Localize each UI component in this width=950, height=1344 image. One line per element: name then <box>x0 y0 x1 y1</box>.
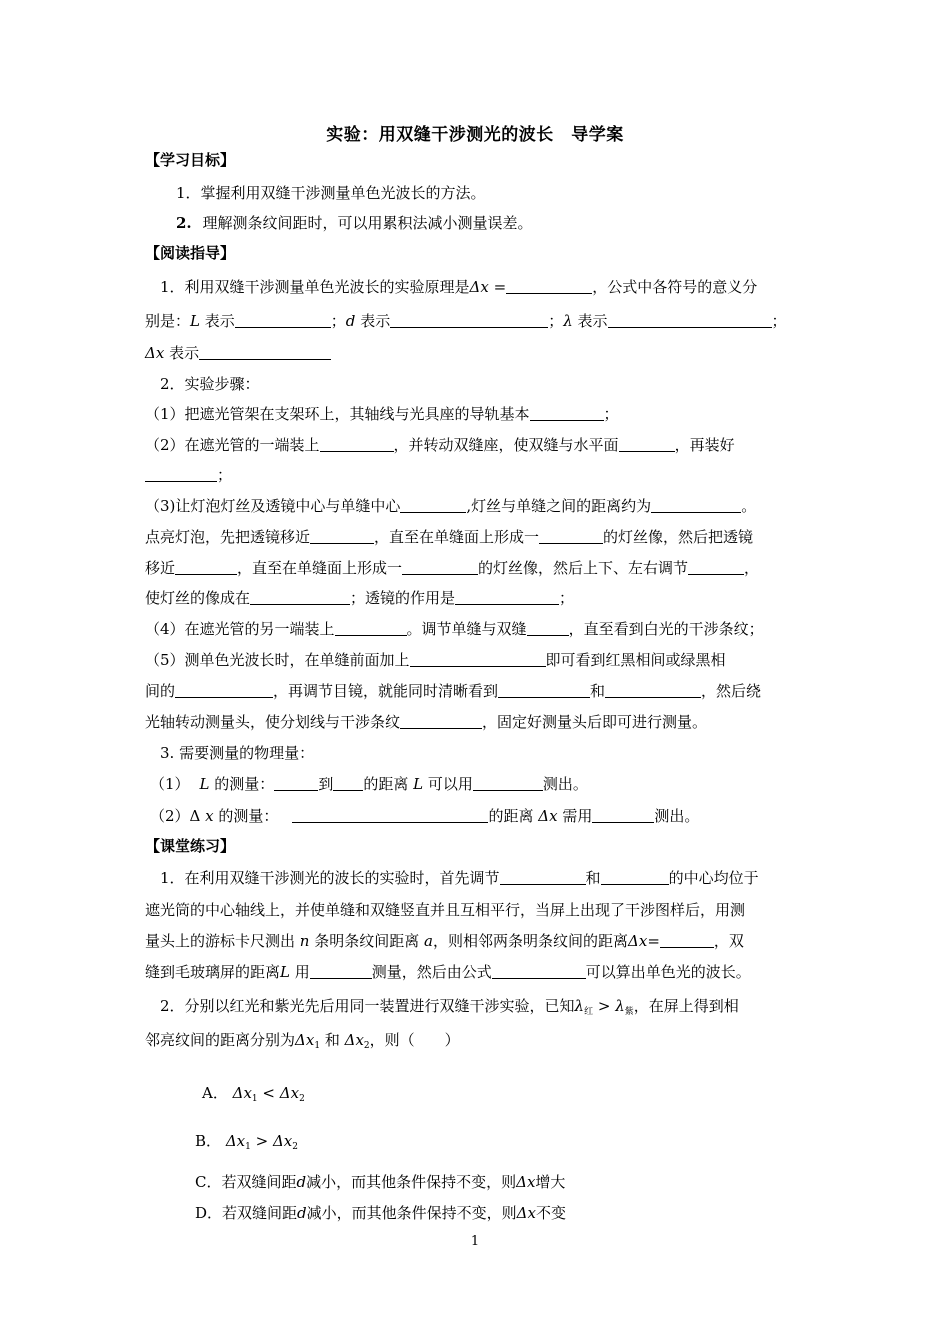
delta-x-1: Δx <box>232 1084 252 1102</box>
reading-question-1-line2 <box>145 311 810 331</box>
measure-2-text-b: 的测量： <box>218 807 279 825</box>
delta-x-2: Δx <box>279 1084 300 1102</box>
q1-semicolon: ； <box>548 312 564 330</box>
answer-blank[interactable] <box>292 808 488 823</box>
step-5-text-g: 光轴转动测量头，使分划线与干涉条纹 <box>145 713 401 731</box>
answer-blank[interactable] <box>651 498 741 513</box>
practice-1-text-b: 和 <box>585 869 601 887</box>
answer-blank[interactable] <box>506 279 592 294</box>
measure-1-symbol-L: L <box>199 775 210 793</box>
step-5-line1 <box>145 650 810 670</box>
answer-blank[interactable] <box>400 714 482 729</box>
semicolon: ； <box>559 589 575 607</box>
answer-blank[interactable] <box>688 560 744 575</box>
step-5-text-c: 间的 <box>145 682 176 700</box>
answer-blank[interactable] <box>660 933 714 948</box>
answer-blank[interactable] <box>310 964 372 979</box>
option-c-text-b: 减小，而其他条件保持不变，则 <box>306 1173 517 1191</box>
q1-text-c: 别是： <box>145 312 191 330</box>
reading-question-2-heading: 2．实验步骤： <box>160 375 260 393</box>
subscript-2: 2 <box>299 1094 305 1104</box>
practice-2-greater: > <box>593 997 616 1015</box>
q1-text-b: ，公式中各符号的意义分 <box>592 278 758 296</box>
measure-2 <box>150 806 815 826</box>
step-3-text-k: 使灯丝的像成在 <box>145 589 251 607</box>
option-c[interactable] <box>195 1172 695 1192</box>
answer-blank[interactable] <box>473 776 543 791</box>
step-3-text-g: 移近 <box>145 559 176 577</box>
step-3-line3 <box>145 558 810 578</box>
step-1-text: （1）把遮光管架在支架环上，其轴线与光具座的导轨基本 <box>145 405 530 423</box>
step-3-text-e: ，直至在单缝面上形成一 <box>374 528 540 546</box>
step-5-text-e: 和 <box>590 682 606 700</box>
q1-semicolon: ； <box>330 312 346 330</box>
delta-x-2: Δx <box>344 1031 364 1049</box>
option-d-symbol-d: d <box>297 1204 307 1222</box>
objective-item-2-number: 2. <box>176 214 192 232</box>
practice-1-symbol-delta-x: Δx <box>628 932 648 950</box>
answer-blank[interactable] <box>498 683 590 698</box>
step-3-text-j: ， <box>744 559 760 577</box>
step-3-text-i: 的灯丝像，然后上下、左右调节 <box>478 559 689 577</box>
semicolon: ； <box>217 466 233 484</box>
step-3-text-b: ,灯丝与单缝之间的距离约为 <box>466 497 652 515</box>
practice-1-text-g: ，则相邻两条明条纹间的距离 <box>433 932 629 950</box>
practice-1-line1 <box>160 868 810 888</box>
objective-item-2 <box>176 213 841 233</box>
option-d-text-b: 减小，而其他条件保持不变，则 <box>306 1204 517 1222</box>
option-c-symbol-d: d <box>296 1173 307 1191</box>
practice-1-text-c: 的中心均位于 <box>668 869 759 887</box>
practice-2-symbol-lambda: λ <box>574 997 585 1015</box>
option-c-text-a: C．若双缝间距 <box>195 1173 297 1191</box>
practice-2-text-d: 和 <box>324 1031 340 1049</box>
practice-1-text-m: 可以算出单色光的波长。 <box>585 963 751 981</box>
answer-blank[interactable] <box>402 560 478 575</box>
practice-2-text-e: ，则（ ） <box>369 1031 460 1049</box>
subscript-1: 1 <box>251 1094 258 1104</box>
step-5-text-a: （5）测单色光波长时，在单缝前面加上 <box>145 651 410 669</box>
measure-1-text-b: 的测量： <box>214 775 275 793</box>
option-a-label: A． <box>202 1084 228 1102</box>
step-1 <box>145 404 810 424</box>
practice-1-symbol-n: n <box>299 932 310 950</box>
practice-1-text-a: 1．在利用双缝干涉测光的波长的实验时，首先调节 <box>160 869 500 887</box>
step-4-text-c: ，直至看到白光的干涉条纹； <box>568 620 764 638</box>
option-d[interactable] <box>195 1203 695 1223</box>
answer-blank[interactable] <box>608 313 772 328</box>
measure-1-text-f: 测出。 <box>542 775 588 793</box>
greater-than: > <box>250 1132 273 1150</box>
practice-2-symbol-lambda: λ <box>615 997 625 1015</box>
q1-symbol-d: d <box>345 312 356 330</box>
subscript-2: 2 <box>292 1142 298 1152</box>
objective-item-2-text: 理解测条纹间距时，可以用累积法减小测量误差。 <box>202 214 533 232</box>
practice-2-line1 <box>160 996 810 1022</box>
measure-1-text-d: 的距离 <box>363 775 409 793</box>
step-5-line2 <box>145 681 810 701</box>
practice-1-text-k: 用 <box>294 963 310 981</box>
reading-question-1-line3 <box>145 343 810 363</box>
q1-label-means: 表示 <box>360 312 391 330</box>
section-objectives-heading: 【学习目标】 <box>145 151 236 169</box>
option-b[interactable] <box>195 1131 595 1157</box>
q1-semicolon: ； <box>771 312 787 330</box>
answer-blank[interactable] <box>175 683 273 698</box>
q1-text: 1．利用双缝干涉测量单色光波长的实验原理是 <box>160 278 470 296</box>
answer-blank[interactable] <box>605 683 701 698</box>
answer-blank[interactable] <box>235 313 331 328</box>
answer-blank[interactable] <box>492 964 586 979</box>
step-5-text-f: ，然后绕 <box>701 682 762 700</box>
option-c-text-c: 增大 <box>535 1173 566 1191</box>
answer-blank[interactable] <box>410 652 546 667</box>
q1-label-means: 表示 <box>204 312 235 330</box>
semicolon: ； <box>603 405 619 423</box>
answer-blank[interactable] <box>455 590 559 605</box>
objective-item-1: 1．掌握利用双缝干涉测量单色光波长的方法。 <box>176 184 486 202</box>
delta-x-1: Δx <box>295 1031 315 1049</box>
q1-delta-x: Δx <box>469 278 489 296</box>
q1-symbol-lambda: λ <box>563 312 573 330</box>
practice-1-line4 <box>145 962 810 982</box>
practice-1-symbol-L: L <box>280 963 290 981</box>
q1-symbol-delta-x: Δx <box>145 344 165 362</box>
practice-1-text-e: 量头上的游标卡尺测出 <box>145 932 296 950</box>
practice-1-line2: 遮光筒的中心轴线上，并使单缝和双缝竖直并且互相平行，当屏上出现了干涉图样后，用测 <box>145 901 746 919</box>
practice-2-subscript-red: 红 <box>584 1007 594 1017</box>
measure-1 <box>150 774 815 794</box>
practice-2-subscript-purple: 紫 <box>624 1007 634 1017</box>
practice-2-text-c: 邻亮纹间的距离分别为 <box>145 1031 296 1049</box>
measure-1-text-c: 到 <box>318 775 334 793</box>
step-3-text-h: ，直至在单缝面上形成一 <box>237 559 403 577</box>
answer-blank[interactable] <box>199 345 331 360</box>
step-3-text-d: 点亮灯泡，先把透镜移近 <box>145 528 311 546</box>
option-d-delta-x: Δx <box>516 1204 536 1222</box>
step-3-text-l: ；透镜的作用是 <box>350 589 456 607</box>
practice-1-equals: = <box>647 932 660 950</box>
practice-1-text-i: ，双 <box>713 932 744 950</box>
measure-1-symbol-L: L <box>413 775 424 793</box>
measure-2-text-e: 测出。 <box>654 807 700 825</box>
practice-1-text-l: 测量，然后由公式 <box>371 963 492 981</box>
answer-blank[interactable] <box>527 621 569 636</box>
step-4-text-a: （4）在遮光管的另一端装上 <box>145 620 335 638</box>
step-3-text-f: 的灯丝像，然后把透镜 <box>603 528 754 546</box>
subscript-1: 1 <box>314 1041 321 1051</box>
option-d-text-c: 不变 <box>535 1204 566 1222</box>
delta-x-2: Δx <box>272 1132 293 1150</box>
measure-2-symbol-delta-x: Δx <box>538 807 558 825</box>
step-3-line2 <box>145 527 810 547</box>
practice-2-text-a: 2．分别以红光和紫光先后用同一装置进行双缝干涉实验，已知 <box>160 997 575 1015</box>
practice-1-text-f: 条明条纹间距离 <box>314 932 420 950</box>
answer-blank[interactable] <box>310 529 374 544</box>
practice-2-line2 <box>145 1030 810 1056</box>
answer-blank[interactable] <box>333 776 363 791</box>
answer-blank[interactable] <box>320 437 394 452</box>
measure-1-number: （1） <box>150 775 190 793</box>
answer-blank[interactable] <box>601 870 669 885</box>
step-2-text-c: ，再装好 <box>674 436 735 454</box>
step-3-text-c: 。 <box>741 497 757 515</box>
section-reading-heading: 【阅读指导】 <box>145 244 236 262</box>
answer-blank[interactable] <box>530 406 604 421</box>
answer-blank[interactable] <box>175 560 237 575</box>
step-2-line2 <box>145 465 810 485</box>
answer-blank[interactable] <box>250 590 350 605</box>
measure-1-text-e: 可以用 <box>427 775 473 793</box>
answer-blank[interactable] <box>400 498 466 513</box>
step-2-line1 <box>145 435 810 455</box>
step-3-line4 <box>145 588 810 608</box>
step-4-text-b: 。调节单缝与双缝 <box>406 620 527 638</box>
option-c-delta-x: Δx <box>516 1173 536 1191</box>
step-3-line1 <box>145 496 810 516</box>
page-number: 1 <box>470 1234 480 1249</box>
step-5-line3 <box>145 712 810 732</box>
option-d-text-a: D．若双缝间距 <box>195 1204 298 1222</box>
option-a[interactable] <box>202 1083 602 1109</box>
step-5-text-d: ，再调节目镜，就能同时清晰看到 <box>273 682 499 700</box>
q1-symbol-L: L <box>190 312 200 330</box>
answer-blank[interactable] <box>619 437 675 452</box>
practice-1-line3 <box>145 931 810 951</box>
step-4 <box>145 619 810 639</box>
practice-2-text-b: ，在屏上得到相 <box>633 997 739 1015</box>
reading-question-3-heading: 3. 需要测量的物理量： <box>160 744 315 762</box>
answer-blank[interactable] <box>145 467 217 482</box>
less-than: < <box>257 1084 280 1102</box>
step-2-text-b: ，并转动双缝座，使双缝与水平面 <box>393 436 619 454</box>
q1-label-means: 表示 <box>577 312 608 330</box>
step-5-text-h: ，固定好测量头后即可进行测量。 <box>482 713 708 731</box>
answer-blank[interactable] <box>539 529 603 544</box>
step-5-text-b: 即可看到红黑相间或绿黑相 <box>545 651 726 669</box>
step-2-text-a: （2）在遮光管的一端装上 <box>145 436 320 454</box>
q1-equals: = <box>488 278 507 296</box>
subscript-1: 1 <box>245 1142 251 1152</box>
page-title: 实验：用双缝干涉测光的波长 导学案 <box>326 125 624 145</box>
answer-blank[interactable] <box>500 870 586 885</box>
measure-2-text-d: 需用 <box>562 807 593 825</box>
answer-blank[interactable] <box>390 313 548 328</box>
answer-blank[interactable] <box>274 776 318 791</box>
q1-label-means: 表示 <box>169 344 200 362</box>
delta-x-1: Δx <box>225 1132 246 1150</box>
section-practice-heading: 【课堂练习】 <box>145 837 236 855</box>
practice-1-symbol-a: a <box>424 932 433 950</box>
practice-1-text-j: 缝到毛玻璃屏的距离 <box>145 963 281 981</box>
answer-blank[interactable] <box>335 621 407 636</box>
subscript-2: 2 <box>363 1041 370 1051</box>
measure-2-symbol-x: x <box>205 807 214 825</box>
answer-blank[interactable] <box>592 808 654 823</box>
option-b-label: B． <box>195 1132 222 1150</box>
measure-2-number: （2）Δ <box>150 807 201 825</box>
reading-question-1-line1 <box>160 277 810 297</box>
step-3-text-a: （3)让灯泡灯丝及透镜中心与单缝中心 <box>145 497 401 515</box>
measure-2-text-c: 的距离 <box>488 807 534 825</box>
